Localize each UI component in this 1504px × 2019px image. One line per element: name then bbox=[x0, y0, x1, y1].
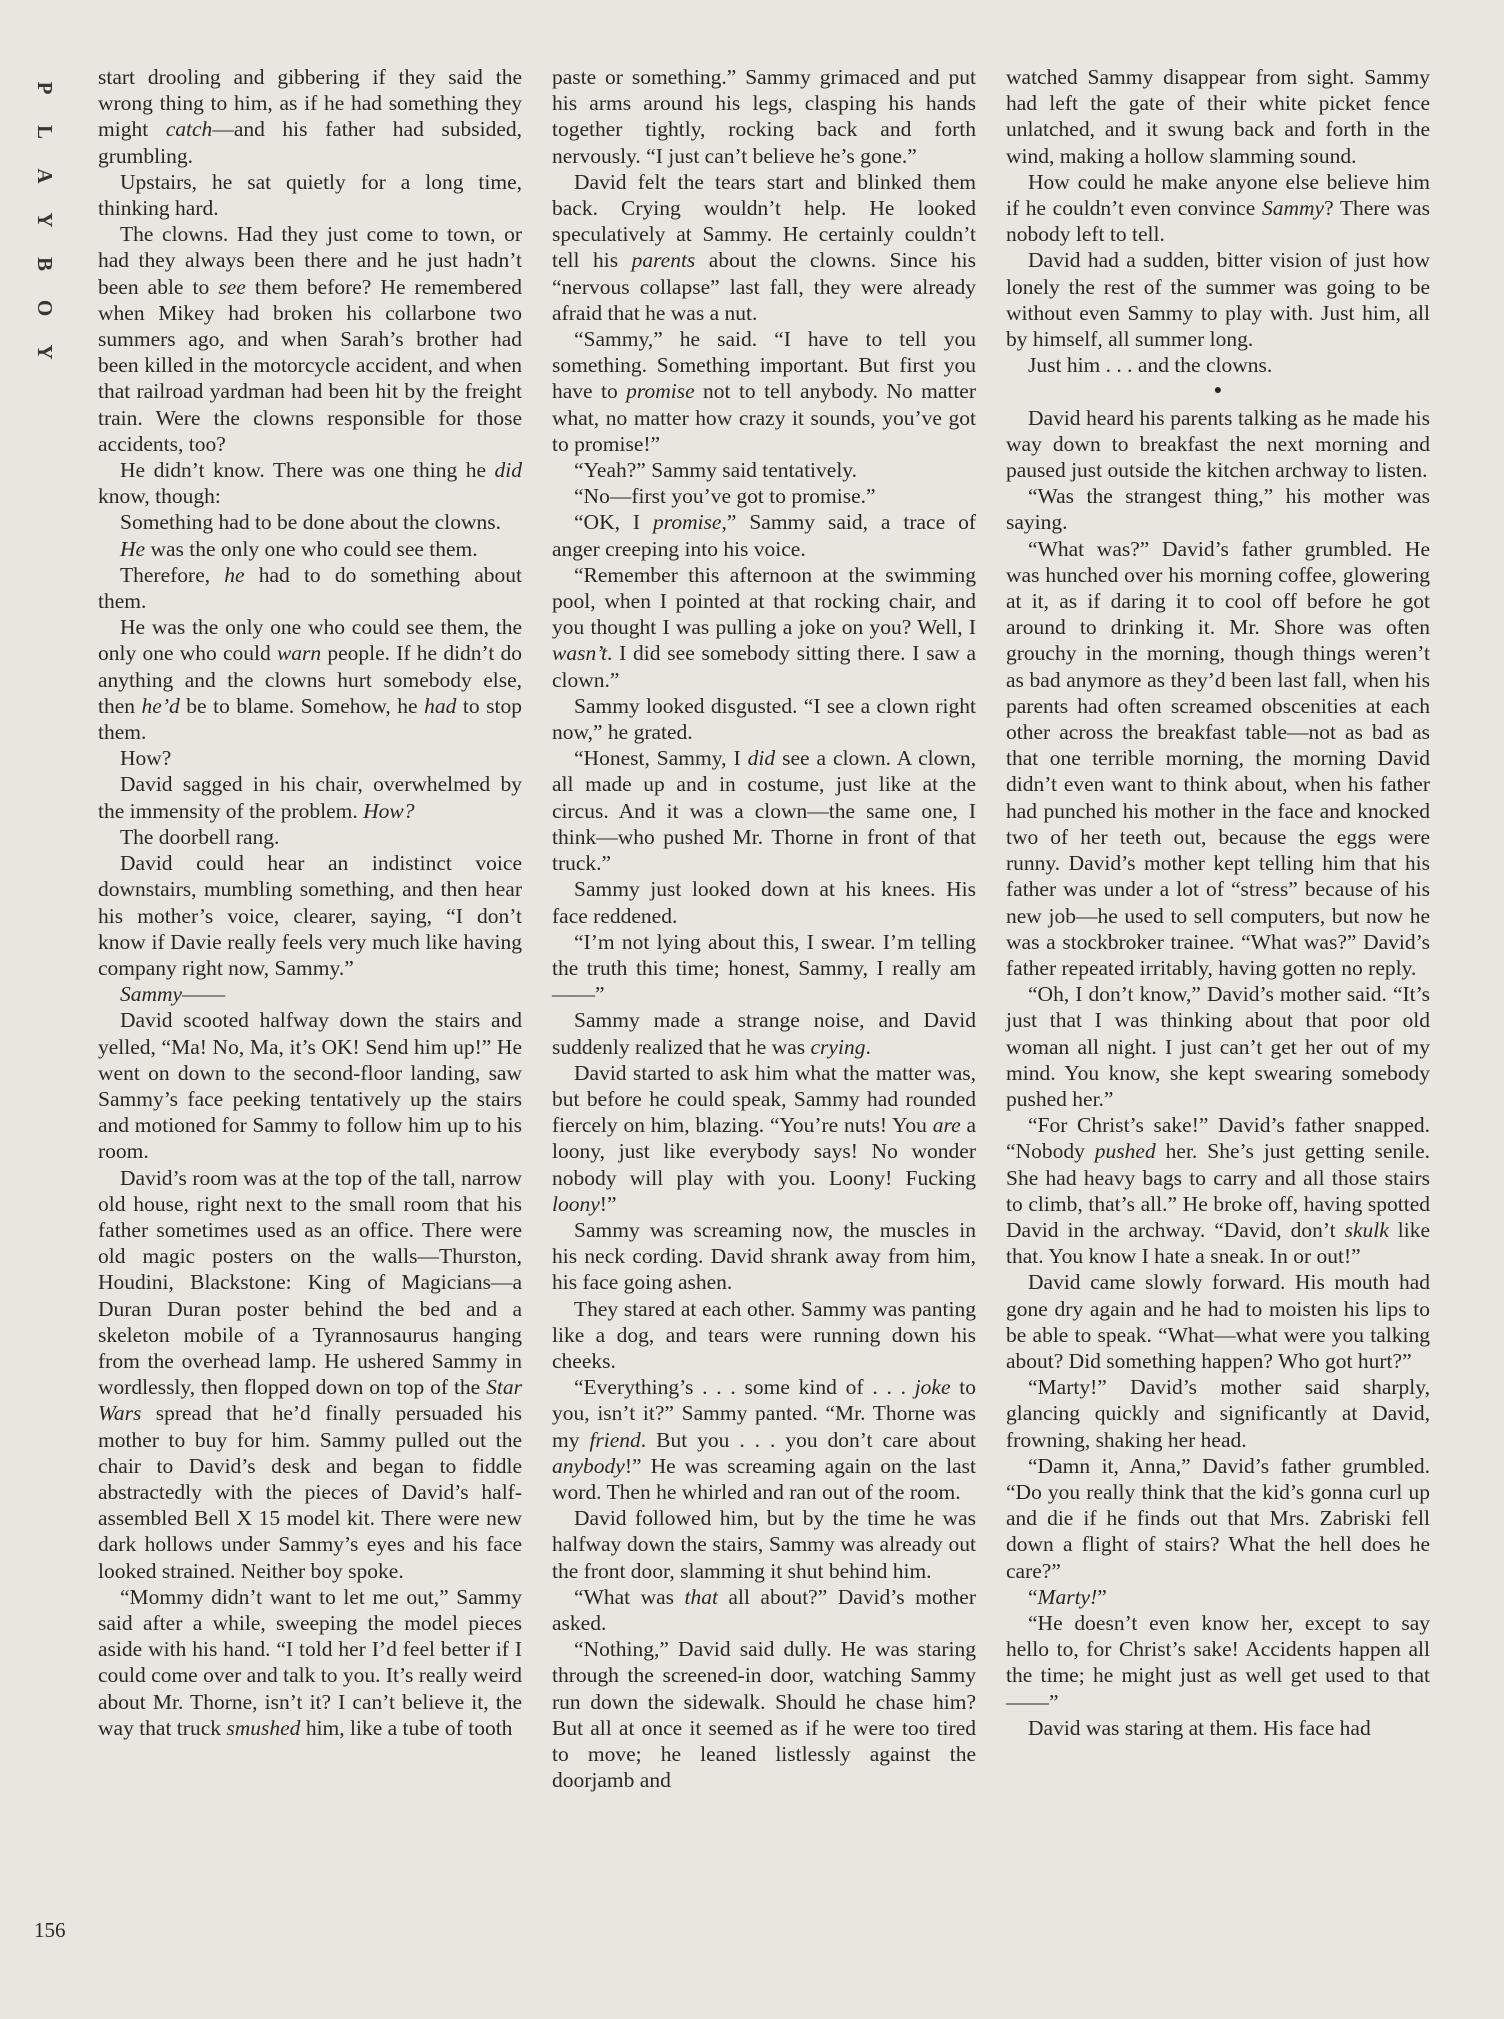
paragraph: “Everything’s . . . some kind of . . . joke to you, isn’t it?” Sammy panted. “Mr. Thorne was my friend. But you . . . you don’t care about anybody!” He was screaming again on the last word. Then he whirled and ran out of the room. bbox=[552, 1375, 976, 1504]
paragraph: He didn’t know. There was one thing he did know, though: bbox=[98, 458, 522, 509]
paragraph: “For Christ’s sake!” David’s father snapped. “Nobody pushed her. She’s just getting senile. She had heavy bags to carry and all those stairs to climb, that’s all.” He broke off, having spotted David in the archway. “David, don’t skulk like that. You know I hate a sneak. In or out!” bbox=[1006, 1113, 1430, 1269]
paragraph: “Oh, I don’t know,” David’s mother said. “It’s just that I was thinking about that poor old woman all night. I just can’t get her out of my mind. You know, she kept swearing somebody pushed her.” bbox=[1006, 982, 1430, 1111]
magazine-name-vertical bbox=[34, 66, 56, 374]
paragraph: “Mommy didn’t want to let me out,” Sammy said after a while, sweeping the model pieces aside with his hand. “I told her I’d feel better if I could come over and talk to you. It’s really weird about Mr. Thorne, isn’t it? I can’t believe it, the way that truck smushed him, like a tube of tooth bbox=[98, 1584, 522, 1740]
paragraph: “I’m not lying about this, I swear. I’m telling the truth this time; honest, Sammy, I really am——” bbox=[552, 929, 976, 1007]
magazine-name-letter: B bbox=[33, 256, 57, 271]
paragraph: He was the only one who could see them, the only one who could warn people. If he didn’t do anything and the clowns hurt somebody else, then he’d be to blame. Somehow, he had to stop them. bbox=[98, 615, 523, 745]
paragraph: David sagged in his chair, overwhelmed by the immensity of the problem. How? bbox=[98, 772, 522, 823]
paragraph: “No—first you’ve got to promise.” bbox=[574, 484, 876, 509]
paragraph: David scooted halfway down the stairs and yelled, “Ma! No, Ma, it’s OK! Send him up!” He went on down to the second-floor landing, saw Sammy’s face peeking tentatively up the stairs and motioned for Sammy to follow him up to his room. bbox=[98, 1008, 522, 1164]
paragraph: David came slowly forward. His mouth had gone dry again and he had to moisten his lips to be able to speak. “What—what were you talking about? Did something happen? Who got hurt?” bbox=[1006, 1270, 1430, 1373]
paragraph: “Marty!” David’s mother said sharply, glancing quickly and significantly at David, frowning, shaking her head. bbox=[1006, 1375, 1430, 1452]
magazine-name-letter: Y bbox=[33, 344, 57, 360]
paragraph: They stared at each other. Sammy was panting like a dog, and tears were running down his cheeks. bbox=[552, 1296, 976, 1373]
paragraph: “Marty!” bbox=[1028, 1584, 1107, 1609]
paragraph: “Was the strangest thing,” his mother was saying. bbox=[1006, 484, 1430, 535]
section-break: ● bbox=[1213, 383, 1223, 399]
paragraph: Just him . . . and the clowns. bbox=[1028, 353, 1273, 378]
paragraph: “Remember this afternoon at the swimming pool, when I pointed at that rocking chair, and you thought I was pulling a joke on you? Well, I wasn’t. I did see somebody sitting there. I saw a clown.” bbox=[552, 562, 976, 692]
paragraph: start drooling and gibbering if they said the wrong thing to him, as if he had something they might catch—and his father had subsided, grumbling. bbox=[98, 65, 523, 168]
paragraph: He was the only one who could see them. bbox=[120, 536, 478, 561]
paragraph: “Honest, Sammy, I did see a clown. A clown, all made up and in costume, just like at the circus. And it was a clown—the same one, I think—who pushed Mr. Thorne in front of that truck.” bbox=[552, 746, 976, 876]
paragraph: “Nothing,” David said dully. He was staring through the screened-in door, watching Sammy run down the sidewalk. Should he chase him? But all at once it seemed as if he were too tired to move; he leaned listlessly against the doorjamb and bbox=[552, 1637, 976, 1793]
paragraph: David started to ask him what the matter was, but before he could speak, Sammy had rounded fiercely on him, blazing. “You’re nuts! You are a loony, just like everybody says! No wonder nobody will play with you. Loony! Fucking loony!” bbox=[552, 1060, 976, 1216]
paragraph: “Yeah?” Sammy said tentatively. bbox=[574, 458, 858, 483]
paragraph: paste or something.” Sammy grimaced and put his arms around his legs, clasping his hands together tightly, rocking back and forth nervously. “I just can’t believe he’s gone.” bbox=[552, 65, 976, 168]
magazine-name-letter: P bbox=[33, 81, 57, 95]
text-column-1 bbox=[98, 64, 522, 1741]
paragraph: David had a sudden, bitter vision of just how lonely the rest of the summer was going to be without even Sammy to play with. Just him, all by himself, all summer long. bbox=[1006, 248, 1430, 352]
paragraph: Upstairs, he sat quietly for a long time, thinking hard. bbox=[98, 169, 522, 221]
paragraph: Sammy just looked down at his knees. His face reddened. bbox=[552, 877, 976, 928]
paragraph: David heard his parents talking as he made his way down to breakfast the next morning and paused just outside the kitchen archway to listen. bbox=[1006, 405, 1430, 483]
paragraph: Something had to be done about the clowns. bbox=[120, 510, 501, 535]
paragraph: Sammy was screaming now, the muscles in his neck cording. David shrank away from him, his face going ashen. bbox=[552, 1217, 976, 1295]
paragraph: The clowns. Had they just come to town, or had they always been there and he just hadn’t been able to see them before? He remembered when Mikey had broken his collarbone two summers ago, and when Sarah’s brother had been killed in the motorcycle accident, and when that railroad yardman had been hit by the freight train. Were the clowns responsible for those accidents, too? bbox=[98, 222, 522, 456]
paragraph: Sammy made a strange noise, and David suddenly realized that he was crying. bbox=[552, 1008, 976, 1059]
paragraph: “OK, I promise,” Sammy said, a trace of anger creeping into his voice. bbox=[552, 510, 976, 561]
paragraph: Therefore, he had to do something about them. bbox=[98, 562, 522, 614]
text-column-3 bbox=[1006, 64, 1430, 1741]
paragraph: watched Sammy disappear from sight. Sammy had left the gate of their white picket fence unlatched, and it swung back and forth in the wind, making a hollow slamming sound. bbox=[1006, 65, 1430, 168]
paragraph: “What was that all about?” David’s mother asked. bbox=[552, 1584, 976, 1635]
paragraph: David followed him, but by the time he was halfway down the stairs, Sammy was already out the front door, slamming it shut behind him. bbox=[552, 1506, 976, 1583]
paragraph: David’s room was at the top of the tall, narrow old house, right next to the small room that his father sometimes used as an office. There were old magic posters on the walls—Thurston, Houdini, Blackstone: King of Magicians—a Duran Duran poster behind the bed and a skeleton mobile of a Tyrannosaurus hanging from the overhead lamp. He ushered Sammy in wordlessly, then flopped down on top of the Star Wars spread that he’d finally persuaded his mother to buy for him. Sammy pulled out the chair to David’s desk and began to fiddle abstractedly with the pieces of David’s half-assembled Bell X 15 model kit. There were new dark hollows under Sammy’s eyes and his face looked strained. Neither boy spoke. bbox=[98, 1165, 522, 1583]
page-number: 156 bbox=[34, 1918, 66, 1942]
magazine-name-letter: Y bbox=[33, 212, 57, 228]
paragraph: “He doesn’t even know her, except to say hello to, for Christ’s sake! Accidents happen all the time; he might just as well get used to that——” bbox=[1006, 1610, 1430, 1714]
paragraph: “Damn it, Anna,” David’s father grumbled. “Do you really think that the kid’s gonna curl up and die if he finds out that Mrs. Zabriski fell down a flight of stairs? What the hell does he care?” bbox=[1006, 1453, 1430, 1583]
paragraph: How could he make anyone else believe him if he couldn’t even convince Sammy? There was nobody left to tell. bbox=[1006, 169, 1431, 247]
paragraph: David could hear an indistinct voice downstairs, mumbling something, and then hear his mother’s voice, clearer, saying, “I don’t know if Davie really feels very much like having company right now, Sammy.” bbox=[98, 851, 522, 980]
magazine-name-letter: O bbox=[33, 299, 57, 317]
paragraph: “What was?” David’s father grumbled. He was hunched over his morning coffee, glowering at it, as if daring it to cool off before he got around to drinking it. Mr. Shore was often grouchy in the morning, though things weren’t as bad anymore as they’d been last fall, when his parents had often screamed obscenities at each other across the breakfast table—not as bad as that one terrible morning, the morning David didn’t even want to think about, when his father had punched his mother in the face and knocked two of her teeth out, because the eggs were runny. David’s mother kept telling him that his father was under a lot of “stress” because of his new job—he used to sell computers, but now he was a stockbroker trainee. “What was?” David’s father repeated irritably, having gotten no reply. bbox=[1006, 536, 1430, 980]
paragraph: How? bbox=[120, 746, 172, 771]
paragraph: David felt the tears start and blinked them back. Crying wouldn’t help. He looked speculatively at Sammy. He certainly couldn’t tell his parents about the clowns. Since his “nervous collapse” last fall, they were already afraid that he was a nut. bbox=[552, 169, 976, 325]
text-column-2 bbox=[552, 64, 976, 1793]
paragraph: David was staring at them. His face had bbox=[1028, 1715, 1371, 1740]
paragraph: The doorbell rang. bbox=[120, 824, 280, 849]
paragraph: Sammy—— bbox=[120, 982, 226, 1007]
paragraph: Sammy looked disgusted. “I see a clown right now,” he grated. bbox=[552, 693, 976, 745]
magazine-name-letter: A bbox=[33, 168, 57, 184]
paragraph: “Sammy,” he said. “I have to tell you something. Something important. But first you have to promise not to tell anybody. No matter what, no matter how crazy it sounds, you’ve got to promise!” bbox=[552, 327, 977, 456]
magazine-name-letter: L bbox=[33, 124, 57, 139]
